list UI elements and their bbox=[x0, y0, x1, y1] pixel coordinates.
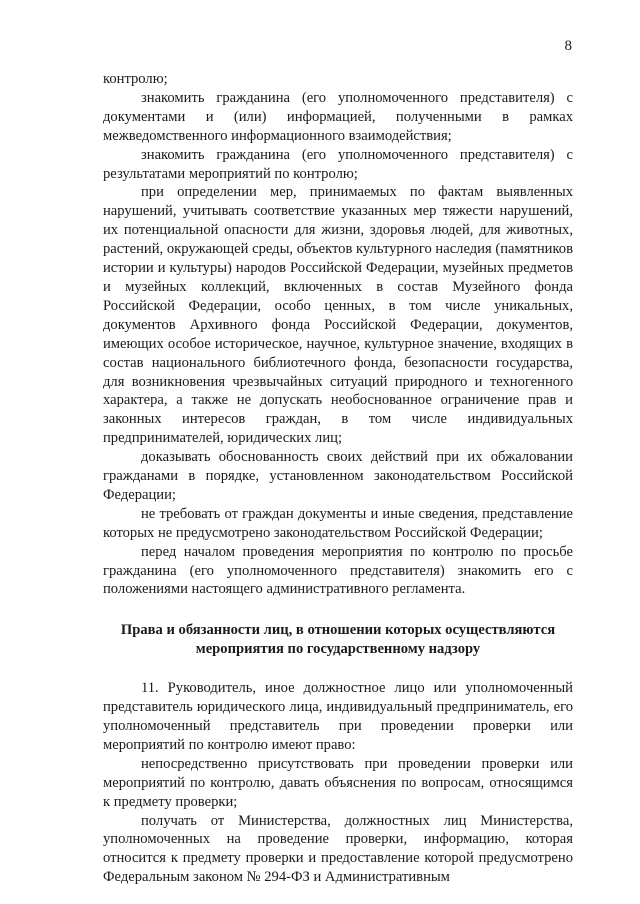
paragraph: при определении мер, принимаемых по фактам выявленных нарушений, учитывать соответствие указанных мер тяжести нарушений, их потенциальной опасности для жизни, здоровья людей, для животных, растений, окружающей среды, объектов культурного наследия (памятников истории и культуры) народов Российской Федерации, музейных предметов и музейных коллекций, включенных в состав Музейного фонда Российской Федерации, особо ценных, в том числе уникальных, документов Архивного фонда Российской Федерации, документов, имеющих особое историческое, научное, культурное значение, входящих в состав национального библиотечного фонда, безопасности государства, для возникновения чрезвычайных ситуаций природного и техногенного характера, а также не допускать необоснованное ограничение прав и законных интересов граждан, в том числе индивидуальных предпринимателей, юридических лиц; bbox=[103, 184, 573, 447]
paragraph: перед началом проведения мероприятия по контролю по просьбе гражданина (его уполномоченного представителя) знакомить его с положениями настоящего административного регламента. bbox=[103, 543, 573, 598]
paragraph: получать от Министерства, должностных лиц Министерства, уполномоченных на проведение проверки, информацию, которая относится к предмету проверки и предоставление которой предусмотрено Федеральным законом № 294-ФЗ и Административным bbox=[103, 812, 573, 886]
document-body bbox=[103, 70, 573, 887]
paragraph: знакомить гражданина (его уполномоченного представителя) с документами и (или) информацией, полученными в рамках межведомственного информационного взаимодействия; bbox=[103, 89, 573, 144]
paragraph: доказывать обоснованность своих действий при их обжаловании гражданами в порядке, установленном законодательством Российской Федерации; bbox=[103, 449, 573, 503]
paragraph: контролю; bbox=[103, 71, 168, 87]
paragraph: непосредственно присутствовать при проведении проверки или мероприятий по контролю, давать объяснения по вопросам, относящимся к предмету проверки; bbox=[103, 755, 573, 810]
paragraph: не требовать от граждан документы и иные сведения, представление которых не предусмотрено законодательством Российской Федерации; bbox=[103, 505, 573, 541]
section-heading: Права и обязанности лиц, в отношении которых осуществляются мероприятия по государственному надзору bbox=[120, 622, 556, 658]
paragraphs-after-heading bbox=[103, 679, 573, 887]
paragraph: знакомить гражданина (его уполномоченного представителя) с результатами мероприятий по контролю; bbox=[103, 146, 573, 182]
paragraph: 11. Руководитель, иное должностное лицо или уполномоченный представитель юридического лица, индивидуальный предприниматель, его уполномоченный представитель при проведении проверки или мероприятий по контролю имеют право: bbox=[103, 680, 573, 753]
paragraphs-before-heading bbox=[103, 70, 573, 599]
page-number: 8 bbox=[564, 38, 572, 54]
